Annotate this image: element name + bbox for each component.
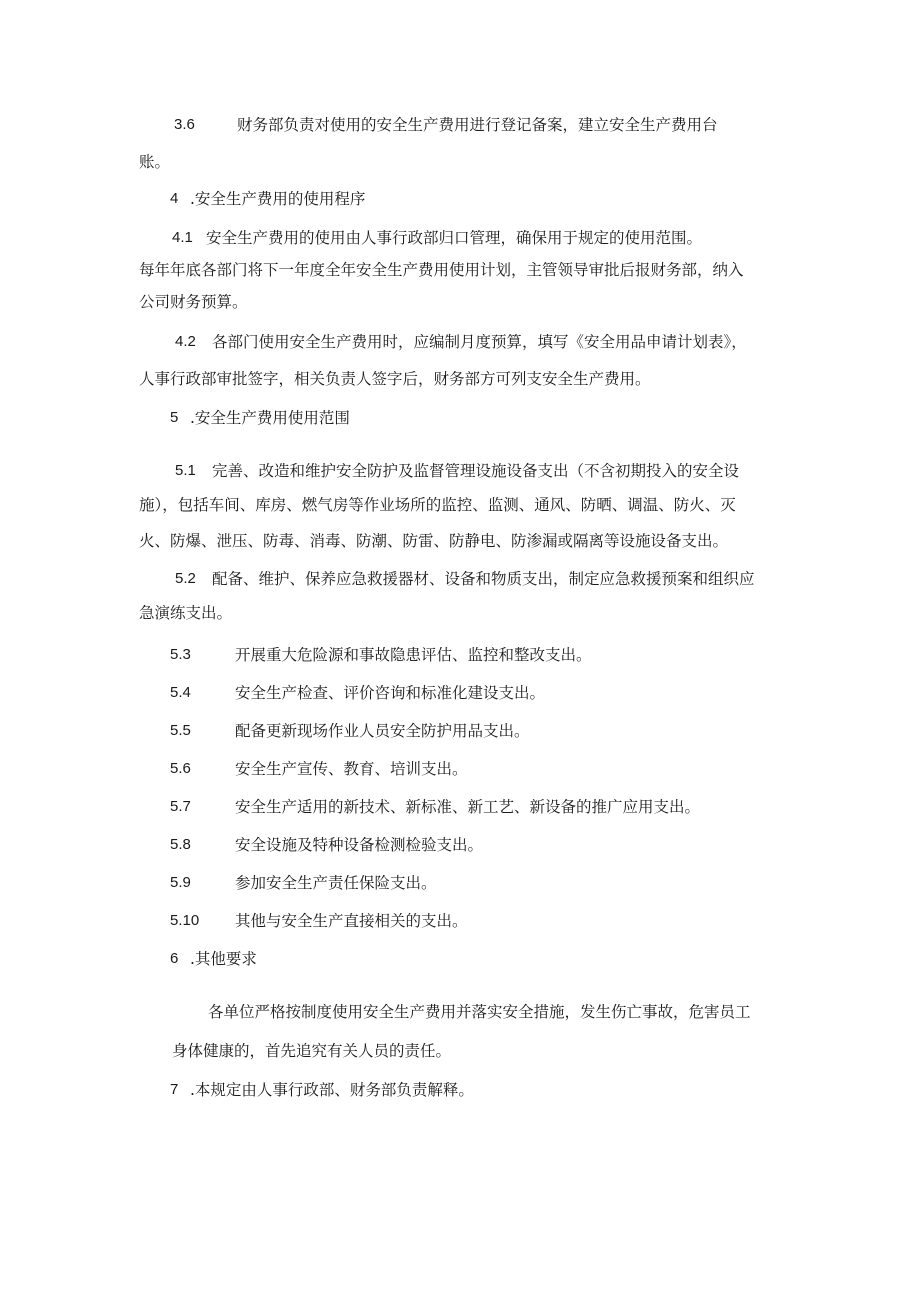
section-heading: .安全生产费用的使用程序 [190,190,366,208]
list-item-number: 5.9 [170,874,191,891]
paragraph-line: 公司财务预算。 [139,293,248,311]
section-number: 4.1 [172,229,193,246]
list-item-number: 5.6 [170,760,191,777]
paragraph-line: 财务部负责对使用的安全生产费用进行登记备案，建立安全生产费用台 [237,116,718,134]
list-item-text: 开展重大危险源和事故隐患评估、监控和整改支出。 [235,646,592,664]
heading-number: 6 [170,950,179,967]
list-item-text: 其他与安全生产直接相关的支出。 [235,912,468,930]
section-number: 4.2 [175,333,196,350]
list-item-text: 配备更新现场作业人员安全防护用品支出。 [235,722,530,740]
heading-number: 7 [170,1081,179,1098]
list-item-text: 安全生产宣传、教育、培训支出。 [235,760,468,778]
list-item-text: 安全生产适用的新技术、新标准、新工艺、新设备的推广应用支出。 [235,798,701,816]
list-item-text: 安全设施及特种设备检测检验支出。 [235,836,484,854]
section-heading: .安全生产费用使用范围 [190,409,350,427]
list-item-number: 5.10 [170,912,200,929]
section-heading: .其他要求 [190,950,257,968]
heading-number: 5 [170,409,179,426]
paragraph-line: 施），包括车间、库房、燃气房等作业场所的监控、监测、通风、防晒、调温、防火、灭 [139,496,736,514]
paragraph-line: 火、防爆、泄压、防毒、消毒、防潮、防雷、防静电、防渗漏或隔离等设施设备支出。 [139,532,729,550]
paragraph-line: 各单位严格按制度使用安全生产费用并落实安全措施，发生伤亡事故，危害员工 [208,1003,751,1021]
list-item-text: 参加安全生产责任保险支出。 [235,874,437,892]
list-item-number: 5.5 [170,722,191,739]
section-number: 5.1 [175,462,196,479]
list-item-number: 5.7 [170,798,191,815]
paragraph-line: 人事行政部审批签字，相关负责人签字后，财务部方可列支安全生产费用。 [139,370,651,388]
heading-number: 4 [170,190,179,207]
paragraph-line: 身体健康的，首先追究有关人员的责任。 [172,1042,452,1060]
paragraph-line: 各部门使用安全生产费用时，应编制月度预算，填写《安全用品申请计划表》， [212,333,747,351]
list-item-number: 5.4 [170,684,191,701]
paragraph-line: 完善、改造和维护安全防护及监督管理设施设备支出（不含初期投入的安全设 [212,462,740,480]
paragraph-line: 安全生产费用的使用由人事行政部归口管理，确保用于规定的使用范围。 [206,229,703,247]
list-item-text: 安全生产检查、评价咨询和标准化建设支出。 [235,684,546,702]
paragraph-line: 急演练支出。 [139,604,233,622]
paragraph-line: 每年年底各部门将下一年度全年安全生产费用使用计划，主管领导审批后报财务部，纳入 [139,261,744,279]
list-item-number: 5.8 [170,836,191,853]
section-heading: .本规定由人事行政部、财务部负责解释。 [190,1081,474,1099]
paragraph-line: 配备、维护、保养应急救援器材、设备和物质支出，制定应急救援预案和组织应 [212,570,755,588]
list-item-number: 5.3 [170,646,191,663]
section-number: 5.2 [175,570,196,587]
section-number: 3.6 [174,116,195,133]
paragraph-line: 账。 [139,153,171,171]
